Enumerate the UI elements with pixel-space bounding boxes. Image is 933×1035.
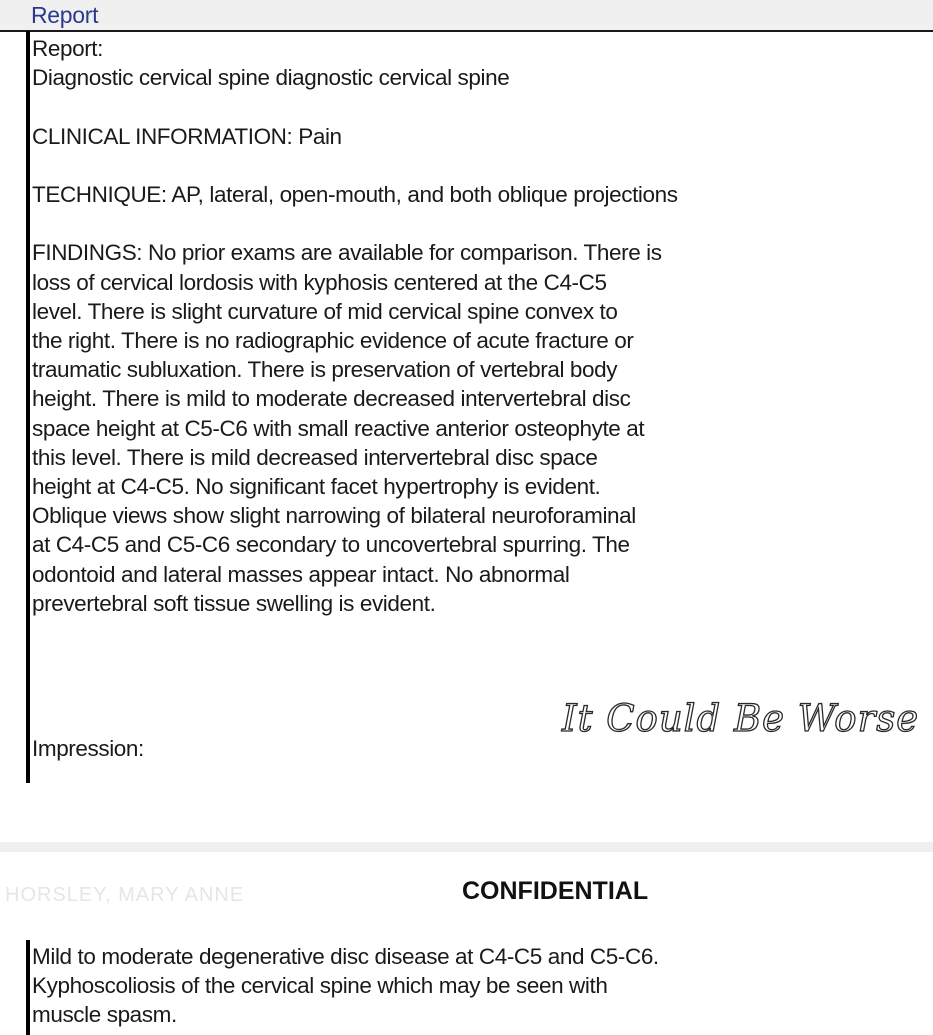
findings-line: the right. There is no radiographic evidence of acute fracture or [32, 327, 634, 353]
findings-line: height. There is mild to moderate decreased intervertebral disc [32, 386, 631, 412]
impression-line: muscle spasm. [32, 1002, 177, 1028]
clinical-information: CLINICAL INFORMATION: Pain [32, 123, 342, 149]
findings-line: this level. There is mild decreased intervertebral disc space [32, 444, 598, 470]
findings-line: Oblique views show slight narrowing of bilateral neuroforaminal [32, 503, 636, 529]
findings-line: odontoid and lateral masses appear intact. No abnormal [32, 561, 570, 587]
findings-line: height at C4-C5. No significant facet hypertrophy is evident. [32, 474, 601, 499]
patient-name-blurred: HORSLEY, MARY ANNE [5, 884, 245, 906]
exam-line: Diagnostic cervical spine diagnostic cervical spine [32, 65, 510, 91]
findings-paragraph [32, 238, 732, 618]
report-tab-title[interactable]: Report [31, 2, 99, 28]
confidential-heading: CONFIDENTIAL [462, 877, 649, 905]
report-tab-bar [0, 0, 933, 32]
technique: TECHNIQUE: AP, lateral, open-mouth, and both oblique projections [32, 181, 678, 207]
findings-line: loss of cervical lordosis with kyphosis centered at the C4-C5 [32, 269, 607, 295]
report-label: Report: [32, 36, 103, 61]
findings-line: traumatic subluxation. There is preservation of vertebral body [32, 357, 618, 383]
page-divider [0, 842, 933, 852]
findings-line: FINDINGS: No prior exams are available for comparison. There is [32, 240, 662, 266]
findings-line: prevertebral soft tissue swelling is evident. [32, 590, 436, 616]
impression-line: Mild to moderate degenerative disc disease at C4-C5 and C5-C6. [32, 944, 659, 969]
findings-line: space height at C5-C6 with small reactive anterior osteophyte at [32, 415, 645, 441]
findings-line: level. There is slight curvature of mid cervical spine convex to [32, 298, 618, 324]
findings-line: at C4-C5 and C5-C6 secondary to uncovertebral spurring. The [32, 532, 630, 558]
watermark-text: It Could Be Worse [562, 697, 920, 740]
impression-label: Impression: [32, 736, 144, 761]
report-body [32, 34, 732, 618]
impression-line: Kyphoscoliosis of the cervical spine which may be seen with [32, 973, 608, 999]
impression-body [32, 942, 732, 1030]
